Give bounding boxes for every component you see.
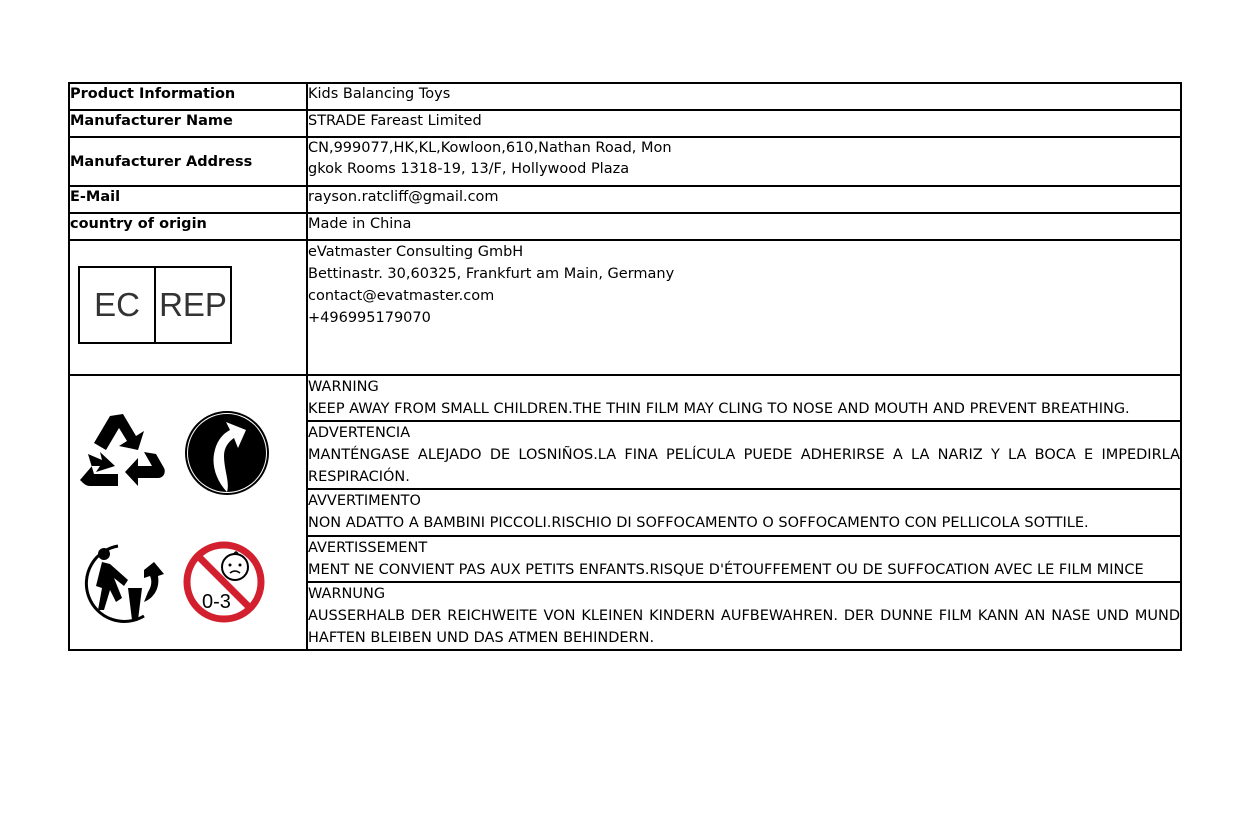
product-info-table	[68, 82, 1182, 651]
manufacturer-name-value: STRADE Fareast Limited	[307, 110, 1181, 137]
warning-title: WARNING	[308, 379, 379, 395]
warning-fr	[307, 536, 1181, 582]
product-information-value: Kids Balancing Toys	[307, 83, 1181, 110]
table-row	[69, 213, 1181, 240]
warning-title: ADVERTENCIA	[308, 425, 411, 441]
warning-en	[307, 375, 1181, 421]
warning-title: WARNUNG	[308, 586, 386, 602]
table-row	[69, 375, 1181, 421]
table-row	[69, 83, 1181, 110]
ec-rep-email: contact@evatmaster.com	[308, 288, 495, 304]
ec-rep-company: eVatmaster Consulting GmbH	[308, 244, 524, 260]
tidyman-icon	[78, 540, 166, 626]
manufacturer-address-value	[307, 137, 1181, 186]
ec-rep-right-text: REP	[159, 286, 227, 323]
warning-it	[307, 489, 1181, 536]
table-row	[69, 137, 1181, 186]
ec-rep-address: Bettinastr. 30,60325, Frankfurt am Main, Germany	[308, 266, 675, 282]
ec-rep-left-text: EC	[80, 268, 156, 342]
green-dot-icon	[184, 410, 270, 496]
warning-title: AVERTISSEMENT	[308, 540, 428, 556]
warning-de	[307, 582, 1181, 650]
table-row	[69, 186, 1181, 213]
address-line-2: gkok Rooms 1318-19, 13/F, Hollywood Plaza	[308, 161, 630, 177]
warning-text: AUSSERHALB DER REICHWEITE VON KLEINEN KINDERN AUFBEWAHREN. DER DUNNE FILM KANN AN NASE UND MUND HAFTEN BLEIBEN UND DAS ATMEN BEHINDERN.	[308, 608, 1180, 646]
age-restriction-text: 0-3	[202, 591, 231, 613]
no-under-3-icon	[182, 540, 266, 624]
warning-text: KEEP AWAY FROM SMALL CHILDREN.THE THIN FILM MAY CLING TO NOSE AND MOUTH AND PREVENT BREATHING.	[308, 401, 1130, 417]
ec-rep-details	[307, 240, 1181, 375]
symbols-cell	[69, 375, 307, 650]
recycle-icon	[78, 410, 168, 496]
product-information-label: Product Information	[69, 83, 307, 110]
manufacturer-name-label: Manufacturer Name	[69, 110, 307, 137]
warning-title: AVVERTIMENTO	[308, 493, 421, 509]
table-row	[69, 240, 1181, 375]
country-of-origin-value: Made in China	[307, 213, 1181, 240]
warning-text: NON ADATTO A BAMBINI PICCOLI.RISCHIO DI SOFFOCAMENTO O SOFFOCAMENTO CON PELLICOLA SOTTILE.	[308, 515, 1089, 531]
country-of-origin-label: country of origin	[69, 213, 307, 240]
ec-rep-icon	[78, 266, 232, 344]
email-value: rayson.ratcliff@gmail.com	[307, 186, 1181, 213]
warning-text: MENT NE CONVIENT PAS AUX PETITS ENFANTS.RISQUE D'ÉTOUFFEMENT OU DE SUFFOCATION AVEC LE FILM MINCE	[308, 562, 1144, 578]
ec-rep-phone: +496995179070	[308, 310, 431, 326]
email-label: E-Mail	[69, 186, 307, 213]
manufacturer-address-label: Manufacturer Address	[69, 137, 307, 186]
warning-text: MANTÉNGASE ALEJADO DE LOSNIÑOS.LA FINA PELÍCULA PUEDE ADHERIRSE A LA NARIZ Y LA BOCA E IMPEDIRLA RESPIRACIÓN.	[308, 447, 1180, 485]
warning-es	[307, 421, 1181, 489]
table-row	[69, 110, 1181, 137]
ec-rep-symbol-cell	[69, 240, 307, 375]
address-line-1: CN,999077,HK,KL,Kowloon,610,Nathan Road, Mon	[308, 140, 672, 156]
